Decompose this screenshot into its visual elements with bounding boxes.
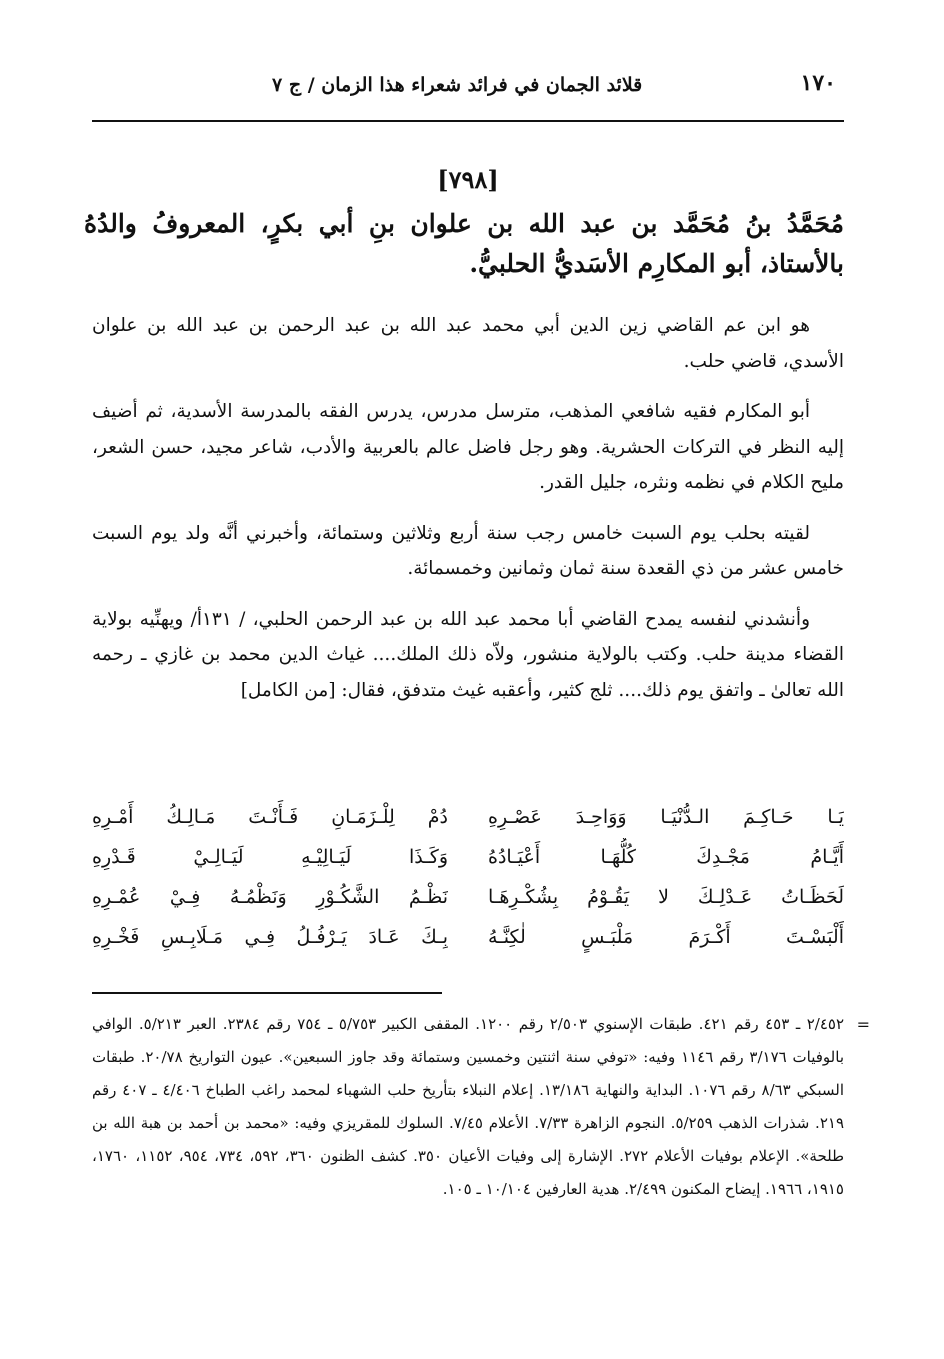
footnote-continuation-mark: = — [856, 1015, 870, 1034]
poem-verse — [92, 838, 844, 878]
verse-second-hemistich: وَكَـذَا لَيَـالِيْـهِ لَيَـالِـيْ قَـدْرِهِ — [92, 846, 448, 868]
poem-verse — [92, 798, 844, 838]
body-text — [92, 308, 844, 723]
paragraph: وأنشدني لنفسه يمدح القاضي أبا محمد عبد الله بن عبد الرحمن الحلبي، / ١٣١أ/ ويهنِّيه بولاية القضاء مدينة حلب. وكتب بالولاية منشور، ولاّه ذلك الملك.... غياث الدين محمد بن غازي ـ رحمه الله تعالىٰ ـ واتفق يوم ذلك.... ثلج كثير، وأعقبه غيث متدفق، فقال: [من الكامل] — [92, 608, 844, 701]
paragraph: أبو المكارم فقيه شافعي المذهب، مترسل مدرس، يدرس الفقه بالمدرسة الأسدية، ثم أضيف إليه النظر في التركات الحشرية. وهو رجل فاضل عالم بالعربية والأدب، شاعر مجيد، حسن الشعر، مليح الكلام في نظمه ونثره، جليل القدر. — [92, 401, 844, 493]
running-title: قلائد الجمان في فرائد شعراء هذا الزمان / ج ٧ — [272, 74, 643, 96]
verse-second-hemistich: دُمْ لِلْـزَمَـانِ فَـأَنْـتَ مَـالِـكُ أَمْـرِهِ — [92, 806, 448, 828]
header-rule — [92, 120, 844, 122]
verse-first-hemistich: لَحَظَـاتُ عَـدْلِـكَ لا يَقُـوْمُ بِشُكْـرِهَـا — [488, 886, 844, 908]
poem-verse — [92, 918, 844, 958]
poem-verse — [92, 878, 844, 918]
verse-second-hemistich: نَظْـمُ الشَّكُـوْرِ وَنَظْمُـهُ فِـيْ عُمْـرِهِ — [92, 886, 448, 908]
verse-first-hemistich: يَـا حَـاكِـمَ الـدُّنْيَـا وَوَاحِـدَ عَصْـرِهِ — [488, 806, 844, 828]
entry-number: [٧٩٨] — [437, 165, 499, 194]
poem — [92, 798, 844, 958]
paragraph: لقيته بحلب يوم السبت خامس رجب سنة أربع وثلاثين وستمائة، وأخبرني أنَّه ولد يوم السبت خامس عشر من ذي القعدة سنة ثمان وثمانين وخمسمائة. — [92, 522, 844, 579]
footnote-rule — [92, 992, 442, 994]
page-number: ١٧٠ — [800, 70, 836, 96]
verse-first-hemistich: أَيَّـامُ مَجْـدِكَ كُلُّهَـا أَعْيَـادُهُ — [488, 846, 844, 868]
page-header — [92, 70, 844, 104]
book-page — [84, 60, 870, 1310]
verse-second-hemistich: بِـكَ عَـادَ يَـرْفُـلُ فِـي مَـلَابِـسِ فَخْـرِهِ — [92, 926, 448, 948]
footnotes — [92, 1008, 870, 1206]
paragraph: هو ابن عم القاضي زين الدين أبي محمد عبد الله بن عبد الرحمن بن عبد الله بن علوان الأسدي، قاضي حلب. — [92, 315, 844, 372]
entry-title: مُحَمَّدُ بنُ مُحَمَّد بن عبد الله بن علوان بنِ أبي بكرٍ، المعروفُ والدُهُ بالأستاذ، أبو المكارِم الأسَديُّ الحلبيُّ. — [84, 209, 844, 278]
verse-first-hemistich: أَلْبَسْـتَ أَكْـرَمَ مَلْبَـسٍ لٰكِنَّـهُ — [488, 926, 844, 948]
footnote-text: ٢/٤٥٢ ـ ٤٥٣ رقم ٤٢١. طبقات الإسنوي ٢/٥٠٣ رقم ١٢٠٠. المقفى الكبير ٥/٧٥٣ ـ ٧٥٤ رقم ٢٣٨٤. العبر ٥/٢١٣. الوافي بالوفيات ٣/١٧٦ رقم ١١٤٦ وفيه: «توفي سنة اثنتين وخمسين وستمائة وقد جاوز السبعين». عيون التواريخ ٢٠/٧٨. طبقات السبكي ٨/٦٣ رقم ١٠٧٦. البداية والنهاية ١٣/١٨٦. إعلام النبلاء بتأريخ حلب الشهباء لمحمد راغب الطباخ ٤/٤٠٦ ـ ٤٠٧ رقم ٢١٩. شذرات الذهب ٥/٢٥٩. النجوم الزاهرة ٧/٣٣. الأعلام ٧/٤٥. السلوك للمقريزي وفيه: «محمد بن أحمد بن هبة الله بن طلحة». الإعلام بوفيات الأعلام ٢٧٢. الإشارة إلى وفيات الأعيان ٣٥٠. كشف الظنون ٣٦٠، ٥٩٢، ٧٣٤، ٩٥٤، ١١٥٢، ١٧٦٠، ١٩١٥، ١٩٦٦. إيضاح المكنون ٢/٤٩٩. هدية العارفين ١٠/١٠٤ ـ ١٠٥. — [92, 1015, 845, 1198]
